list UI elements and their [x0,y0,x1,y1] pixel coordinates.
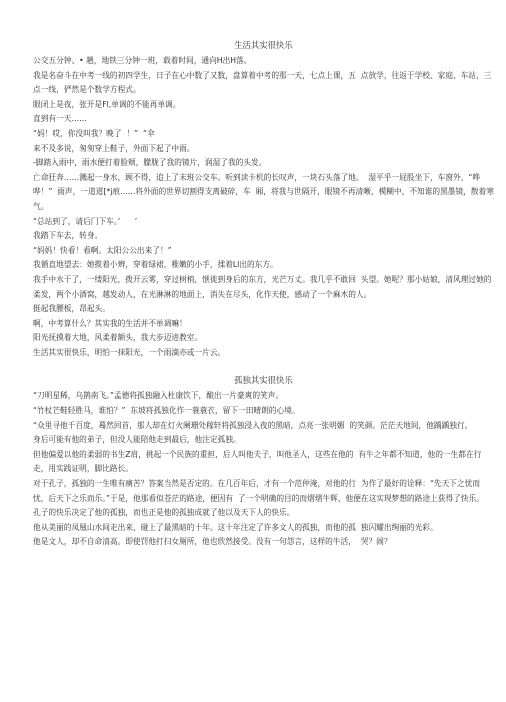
essay1-paragraph: 啊，中考算什么？其实我的生活并不单调嘛！ [33,318,187,328]
essay1-paragraph: 直到有一天…… [33,114,87,124]
essay1-paragraph: 挺起我腰板，昂起头。 [33,304,110,314]
essay1-paragraph: 生活其实很快乐，明怕一抹阳光，一个雨滴亦或一片云。 [33,347,226,357]
essay2-paragraph: “众里寻他千百度，蓦然回首，那人却在灯火阑珊处稼轩将孤独浸入夜的黑暗，点亮一张明媚 的笑颜。茫茫天地间，他踽踽独行。 [33,420,473,430]
essay1-paragraph: -脚踏入雨中，雨水便打着脸颊，朦胧了我的镜片，润湿了我的头发。 [33,158,267,168]
essay1-paragraph: 我手中水干了，一缕阳光，拨开云雾，穿过树梢，惬徙到身后的东方，光芒万丈。我几乎不敢回 头望。她呢？那小姑娘，清风理过她的柔发，两个小酒窝，越发动人，在光淋淋的地面上，消失在尽头，化作天使，感动了一个麻木的人。 [33,274,492,299]
essay2-paragraph: 他是文人，却不自命清高。即使罚他打扫女厕所，他也欣然接受。没有一句怨言，这样的牛活， 哭？闹？ [33,537,392,547]
essay1-paragraph: 眼闭上是夜，张开是Fl,单调的不能再单调。 [33,99,181,109]
essay1-paragraph: 亡命狂奔……溅起一身水，顾不得，追上了末班公交车。听到读卡机的长叹声，一块石头落了地。 湿平乎一屁股坐下，车窗外，“哗哗！” 雨声，一道道[*j痕……将外面的世界切割得支离破碎，车 厢，将我与世隔开，眼镜不再清晰，模糊中，不知谁的黑墨镜，散着寒气。 [33,172,494,211]
essay1-paragraph: 我循直地望去：她揽着小辫，穿着绿裙，稚嫩的小手，揉着Ll出的东方。 [33,260,278,270]
essay1-paragraph: “妈！哎，你没叫我？晚了 ！” “伞 [33,128,155,138]
essay1-paragraph: “妈妈！快看！看啊。太阳公公出来了！” [33,245,172,255]
essay2-paragraph: 对于孔子，孤独的一生唯有痛苦？答案当然是否定的。在几百年后，才有一个范仲淹，对他的行 为作了最好的诠释：“先天下之忧而忧，后天下之乐而乐。”于是，他那看似苍茫的路途，便因有 了一个明确的目的而熠熠牛辉，他便在这实现梦想的路途上获得了快乐。 [33,479,484,503]
essay2-paragraph: 他从美丽的凤凰山水间走出来，碰上了最黑暗的十年。这十年注定了许多文人的孤独，而他的孤 独闪耀出绚丽的光彩。 [33,522,438,532]
essay2-paragraph: 但他偏爱以他的柔弱的书生Z肩，挑起一个民族的重担，后人叫他夫子，叫他圣人，这些在他的 有牛之年都不知道，他的一生都在行走，用实践证明，脚比路长。 [33,449,482,474]
essay2-title: 孤独其实很快乐 [234,375,293,386]
essay1-paragraph: “总站到了，请后门下车。’ ’ [33,216,138,226]
essay2-paragraph: “刀明星稀，乌鹊南飞。”孟德将孤独融入杜康饮下，酿出一片豪爽的笑声。 [33,391,284,401]
essay1-paragraph: 我是名奋斗在中考一线的初四学生，日子在心中数了又数，盘算着中考的那一天，七点上课，五 点放学，往返于学校、家庭、车站，三点一线，俨然是个数学方程式。 [33,70,492,95]
essay1-paragraph: 来不及多说，匆匆穿上鞋子，外面下起了中雨。 [33,143,195,153]
essay1-title: 生活其实很快乐 [234,40,293,50]
essay2-paragraph: 身后可能有他的弟子，但没人能陪他走到最后，他注定孤独。 [33,435,241,445]
essay1-paragraph: 我踏下车去，转身。 [33,231,103,241]
essay1-paragraph: 公交五分钟、• 趟，地铁三分钟一班，载着时间，通向H出H落。 [33,56,252,65]
essay2-paragraph: 孔子的快乐决定了他的孤独，而也正是他的孤独成就了他以及天下人的快乐。 [33,508,295,518]
essay1-paragraph: 阳光抚摸着大地，风柔着额头，我大步迈进教室。 [33,333,203,343]
essay1-body [33,54,494,360]
essay2-paragraph: “竹杖芒鞋轻胜马，谁怕？” 东坡将孤独化作一蓑蓑衣，留下一田晴朗的心境。 [33,406,300,416]
essay2-body [33,389,494,550]
